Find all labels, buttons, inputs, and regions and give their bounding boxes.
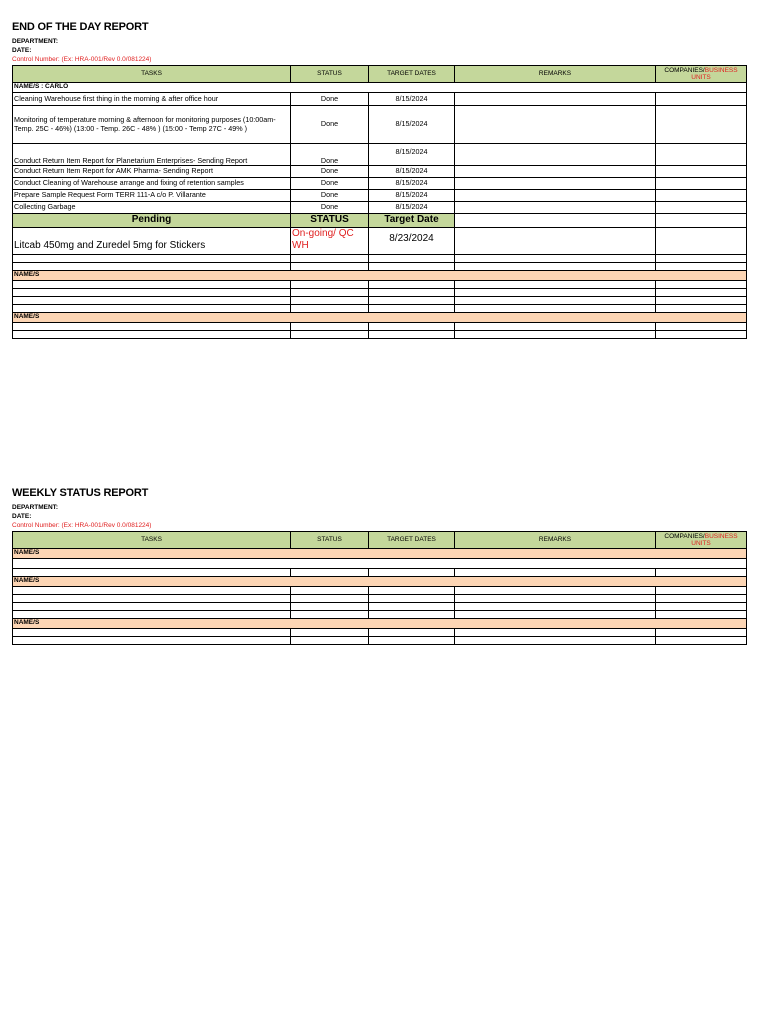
empty-cell[interactable] xyxy=(291,611,369,619)
header-companies-label: COMPANIES/ xyxy=(664,533,705,540)
task-status[interactable]: Done xyxy=(291,202,369,214)
task-status[interactable]: Done xyxy=(291,178,369,190)
task-date[interactable]: 8/15/2024 xyxy=(369,190,455,202)
pending-target-label: Target Date xyxy=(369,214,455,228)
pending-company xyxy=(656,214,747,228)
header-companies-label: COMPANIES/ xyxy=(664,67,705,74)
name-row xyxy=(13,549,747,559)
task-text[interactable]: Collecting Garbage xyxy=(13,202,291,214)
pending-status[interactable]: On-going/ QC WH xyxy=(291,228,369,255)
empty-row xyxy=(13,297,747,305)
task-row xyxy=(13,106,747,144)
task-company[interactable] xyxy=(656,166,747,178)
empty-row xyxy=(13,559,747,569)
empty-cell[interactable] xyxy=(291,629,369,637)
pending-header-row xyxy=(13,214,747,228)
pending-date[interactable]: 8/23/2024 xyxy=(369,228,455,255)
empty-cell[interactable] xyxy=(13,281,291,289)
header-units-label: UNITS xyxy=(691,74,711,81)
eod-report xyxy=(12,21,746,64)
task-date[interactable]: 8/15/2024 xyxy=(369,106,455,144)
header-remarks: REMARKS xyxy=(455,66,656,83)
empty-cell[interactable] xyxy=(656,595,747,603)
task-row xyxy=(13,166,747,178)
task-text[interactable]: Conduct Return Item Report for AMK Pharma- Sending Report xyxy=(13,166,291,178)
empty-cell[interactable] xyxy=(656,281,747,289)
empty-row xyxy=(13,569,747,577)
empty-cell[interactable] xyxy=(369,595,455,603)
empty-cell[interactable] xyxy=(291,255,369,263)
empty-cell[interactable] xyxy=(13,331,291,339)
empty-cell[interactable] xyxy=(455,255,656,263)
task-row xyxy=(13,93,747,106)
pending-row xyxy=(13,228,747,255)
empty-cell[interactable] xyxy=(369,255,455,263)
empty-cell[interactable] xyxy=(455,595,656,603)
task-company[interactable] xyxy=(656,178,747,190)
task-status[interactable]: Done xyxy=(291,190,369,202)
pending-remarks-cell[interactable] xyxy=(455,228,656,255)
name-row xyxy=(13,577,747,587)
empty-row xyxy=(13,263,747,271)
empty-cell[interactable] xyxy=(13,323,291,331)
task-row xyxy=(13,190,747,202)
empty-row xyxy=(13,289,747,297)
empty-cell[interactable] xyxy=(369,297,455,305)
task-remarks[interactable] xyxy=(455,166,656,178)
empty-cell[interactable] xyxy=(656,629,747,637)
empty-cell[interactable] xyxy=(455,569,656,577)
empty-cell[interactable] xyxy=(656,611,747,619)
empty-cell[interactable] xyxy=(13,629,291,637)
empty-row xyxy=(13,255,747,263)
header-business-label: BUSINESS xyxy=(704,533,738,540)
empty-row xyxy=(13,611,747,619)
empty-cell[interactable] xyxy=(13,611,291,619)
empty-row xyxy=(13,603,747,611)
name-row xyxy=(13,313,747,323)
task-status[interactable]: Done xyxy=(291,93,369,106)
empty-cell[interactable] xyxy=(656,297,747,305)
empty-cell[interactable] xyxy=(13,255,291,263)
empty-cell[interactable] xyxy=(656,331,747,339)
task-remarks[interactable] xyxy=(455,178,656,190)
empty-cell[interactable] xyxy=(369,587,455,595)
name-label: NAME/S xyxy=(13,271,747,281)
name-row xyxy=(13,271,747,281)
empty-cell[interactable] xyxy=(291,323,369,331)
header-target-dates: TARGET DATES xyxy=(369,532,455,549)
empty-row xyxy=(13,331,747,339)
task-text[interactable]: Conduct Return Item Report for Planetarium Enterprises- Sending Report xyxy=(13,144,291,166)
empty-cell[interactable] xyxy=(455,637,656,645)
empty-cell[interactable] xyxy=(369,637,455,645)
empty-cell[interactable] xyxy=(291,289,369,297)
empty-cell[interactable] xyxy=(656,289,747,297)
eod-title: END OF THE DAY REPORT xyxy=(12,21,149,33)
eod-date-label: DATE: xyxy=(12,47,32,54)
weekly-header-row xyxy=(13,532,747,549)
empty-cell[interactable] xyxy=(13,637,291,645)
empty-cell[interactable] xyxy=(13,263,291,271)
pending-status-label: STATUS xyxy=(291,214,369,228)
empty-cell[interactable] xyxy=(291,569,369,577)
name-label: NAME/S : CARLO xyxy=(13,83,747,93)
name-row xyxy=(13,83,747,93)
pending-task[interactable]: Litcab 450mg and Zuredel 5mg for Stickers xyxy=(13,228,291,255)
empty-cell[interactable] xyxy=(13,603,291,611)
task-status[interactable]: Done xyxy=(291,166,369,178)
empty-row xyxy=(13,281,747,289)
empty-cell[interactable] xyxy=(656,603,747,611)
header-tasks: TASKS xyxy=(13,532,291,549)
weekly-report xyxy=(12,487,746,530)
empty-row xyxy=(13,323,747,331)
task-date[interactable]: 8/15/2024 xyxy=(369,166,455,178)
name-label: NAME/S xyxy=(13,577,747,587)
task-remarks[interactable] xyxy=(455,202,656,214)
empty-cell[interactable] xyxy=(291,263,369,271)
empty-cell[interactable] xyxy=(455,629,656,637)
empty-cell[interactable] xyxy=(291,587,369,595)
task-date[interactable]: 8/15/2024 xyxy=(369,202,455,214)
empty-row xyxy=(13,595,747,603)
empty-cell[interactable] xyxy=(291,595,369,603)
empty-cell[interactable] xyxy=(291,281,369,289)
header-units-label: UNITS xyxy=(691,540,711,547)
empty-cell[interactable] xyxy=(13,305,291,313)
empty-cell[interactable] xyxy=(369,629,455,637)
weekly-department-label: DEPARTMENT: xyxy=(12,504,59,511)
header-companies xyxy=(656,532,747,549)
eod-table-wrap xyxy=(12,65,746,339)
empty-cell[interactable] xyxy=(455,323,656,331)
empty-cell[interactable] xyxy=(656,305,747,313)
empty-row xyxy=(13,637,747,645)
empty-cell[interactable] xyxy=(455,281,656,289)
empty-cell[interactable] xyxy=(369,263,455,271)
empty-cell[interactable] xyxy=(369,603,455,611)
empty-cell[interactable] xyxy=(455,263,656,271)
empty-cell[interactable] xyxy=(13,587,291,595)
empty-row xyxy=(13,305,747,313)
task-date[interactable]: 8/15/2024 xyxy=(369,144,455,166)
header-tasks: TASKS xyxy=(13,66,291,83)
header-business-label: BUSINESS xyxy=(704,67,738,74)
empty-cell[interactable] xyxy=(656,569,747,577)
weekly-date-label: DATE: xyxy=(12,513,32,520)
empty-cell[interactable] xyxy=(455,587,656,595)
empty-cell[interactable] xyxy=(291,331,369,339)
header-status: STATUS xyxy=(291,66,369,83)
empty-cell[interactable] xyxy=(291,305,369,313)
empty-cell[interactable] xyxy=(369,569,455,577)
eod-control-number: Control Number: (Ex: HRA-001/Rev 0.0/081224) xyxy=(12,56,152,63)
empty-cell[interactable] xyxy=(13,595,291,603)
task-text[interactable]: Cleaning Warehouse first thing in the morning & after office hour xyxy=(13,93,291,106)
weekly-table-wrap xyxy=(12,531,746,645)
empty-cell[interactable] xyxy=(656,587,747,595)
eod-table xyxy=(12,65,747,339)
header-remarks: REMARKS xyxy=(455,532,656,549)
empty-cell[interactable] xyxy=(455,305,656,313)
empty-cell[interactable] xyxy=(656,323,747,331)
empty-cell[interactable] xyxy=(656,263,747,271)
task-text[interactable]: Prepare Sample Request Form TERR 111-A c/o P. Villarante xyxy=(13,190,291,202)
empty-cell[interactable] xyxy=(369,305,455,313)
task-text[interactable]: Conduct Cleaning of Warehouse arrange and fixing of retention samples xyxy=(13,178,291,190)
eod-department-label: DEPARTMENT: xyxy=(12,38,59,45)
empty-cell[interactable] xyxy=(656,255,747,263)
header-target-dates: TARGET DATES xyxy=(369,66,455,83)
empty-cell[interactable] xyxy=(13,559,747,569)
weekly-title: WEEKLY STATUS REPORT xyxy=(12,487,149,499)
task-text[interactable]: Monitoring of temperature morning & afternoon for monitoring purposes (10:00am- Temp. 25C - 46%) (13:00 - Temp. 26C - 48% ) (15:00 - Temp 27C - 49% ) xyxy=(13,106,291,144)
empty-cell[interactable] xyxy=(369,323,455,331)
task-company[interactable] xyxy=(656,144,747,166)
empty-cell[interactable] xyxy=(455,603,656,611)
pending-company-cell[interactable] xyxy=(656,228,747,255)
header-status: STATUS xyxy=(291,532,369,549)
empty-cell[interactable] xyxy=(291,637,369,645)
task-company[interactable] xyxy=(656,106,747,144)
empty-row xyxy=(13,587,747,595)
task-remarks[interactable] xyxy=(455,144,656,166)
name-label: NAME/S xyxy=(13,549,747,559)
empty-cell[interactable] xyxy=(291,603,369,611)
empty-cell[interactable] xyxy=(369,611,455,619)
header-companies xyxy=(656,66,747,83)
empty-cell[interactable] xyxy=(455,289,656,297)
empty-cell[interactable] xyxy=(455,331,656,339)
task-date[interactable]: 8/15/2024 xyxy=(369,178,455,190)
eod-header-row xyxy=(13,66,747,83)
pending-remarks xyxy=(455,214,656,228)
weekly-control-number: Control Number: (Ex: HRA-001/Rev 0.0/081224) xyxy=(12,522,152,529)
task-status[interactable]: Done xyxy=(291,144,369,166)
task-row xyxy=(13,202,747,214)
weekly-table xyxy=(12,531,747,645)
empty-cell[interactable] xyxy=(455,611,656,619)
empty-cell[interactable] xyxy=(13,569,291,577)
empty-cell[interactable] xyxy=(291,297,369,305)
empty-row xyxy=(13,629,747,637)
pending-label: Pending xyxy=(13,214,291,228)
task-company[interactable] xyxy=(656,93,747,106)
name-row xyxy=(13,619,747,629)
task-row xyxy=(13,178,747,190)
task-date[interactable]: 8/15/2024 xyxy=(369,93,455,106)
task-remarks[interactable] xyxy=(455,106,656,144)
task-company[interactable] xyxy=(656,202,747,214)
empty-cell[interactable] xyxy=(455,297,656,305)
empty-cell[interactable] xyxy=(656,637,747,645)
empty-cell[interactable] xyxy=(369,331,455,339)
task-remarks[interactable] xyxy=(455,190,656,202)
empty-cell[interactable] xyxy=(369,289,455,297)
name-label: NAME/S xyxy=(13,313,747,323)
task-company[interactable] xyxy=(656,190,747,202)
empty-cell[interactable] xyxy=(369,281,455,289)
task-row xyxy=(13,144,747,166)
name-label: NAME/S xyxy=(13,619,747,629)
task-remarks[interactable] xyxy=(455,93,656,106)
task-status[interactable]: Done xyxy=(291,106,369,144)
empty-cell[interactable] xyxy=(13,289,291,297)
empty-cell[interactable] xyxy=(13,297,291,305)
